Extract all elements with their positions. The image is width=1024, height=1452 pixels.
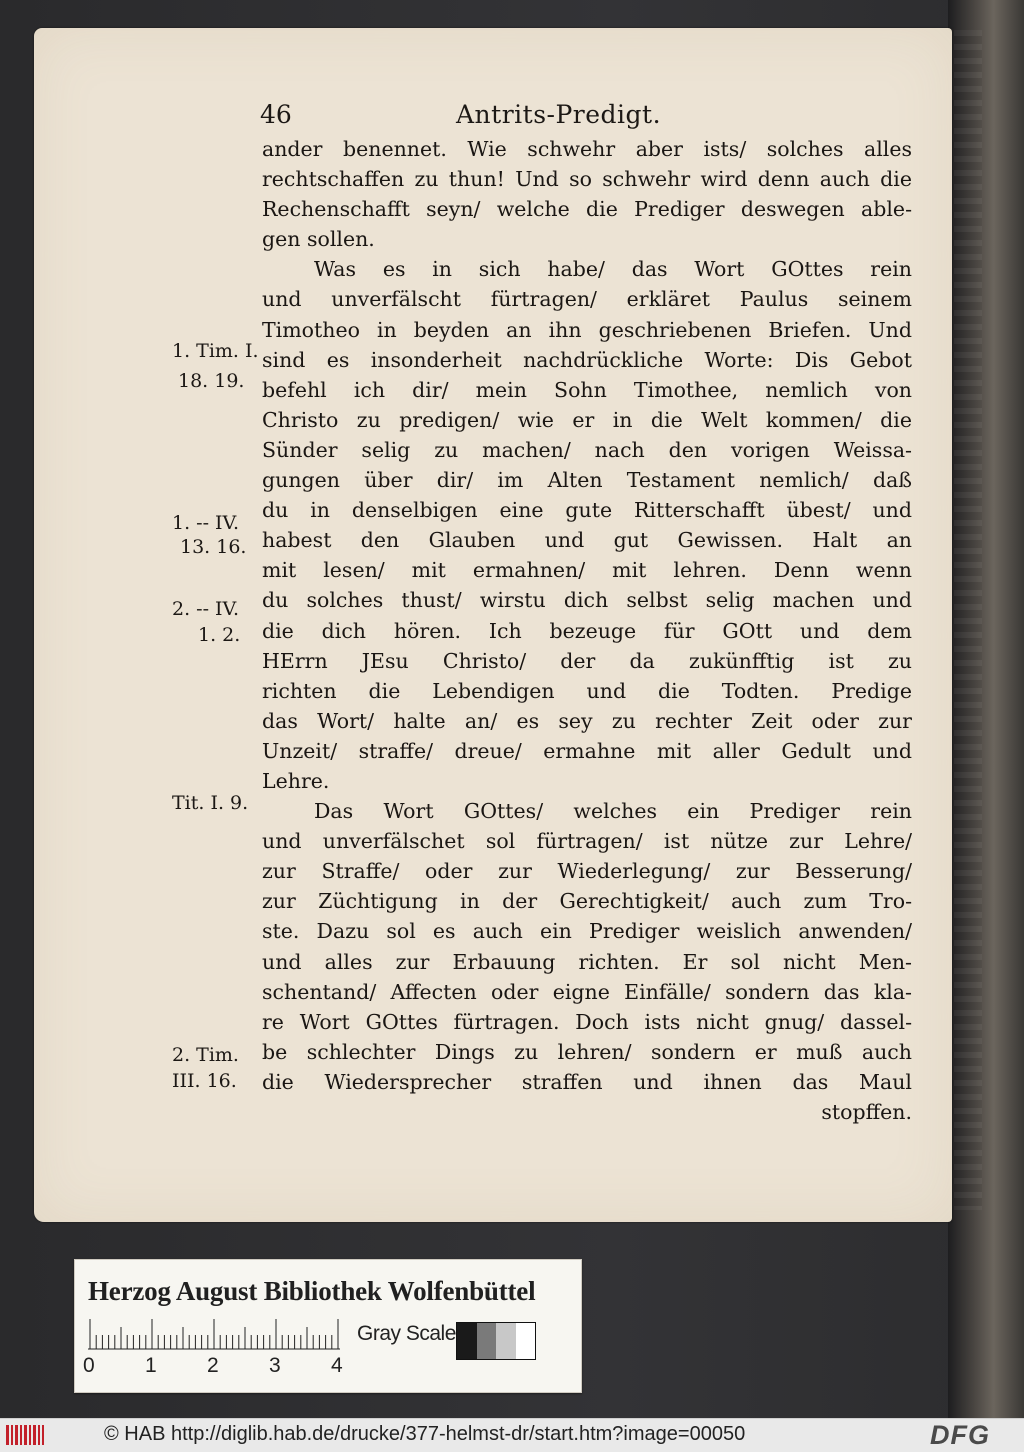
gray-step (477, 1323, 497, 1359)
text-line: Timotheo in beyden an ihn geschriebenen Briefen. Und (262, 317, 912, 342)
text-line: Sünder selig zu machen/ nach den vorigen Weissa- (262, 437, 912, 462)
ruler-label: 2 (207, 1354, 219, 1377)
margin-note: 1. 2. (198, 624, 241, 646)
source-url[interactable]: © HAB http://diglib.hab.de/drucke/377-helmst-dr/start.htm?image=00050 (104, 1423, 746, 1445)
text-line: Lehre. (262, 768, 330, 793)
ruler-label: 3 (269, 1354, 281, 1377)
grayscale-swatch (456, 1322, 536, 1360)
ruler-label: 4 (331, 1354, 343, 1377)
margin-note: Tit. I. 9. (172, 792, 249, 814)
text-line: HErrn JEsu Christo/ der da zukünfftig ist zu (262, 648, 912, 673)
text-line: die dich hören. Ich bezeuge für GOtt und dem (262, 618, 912, 643)
text-line: du solches thust/ wirstu dich selbst selig machen und (262, 588, 912, 613)
text-line: re Wort GOttes fürtragen. Doch ists nicht gnug/ dassel- (262, 1009, 912, 1034)
margin-note: III. 16. (172, 1070, 237, 1092)
text-line: Rechenschafft seyn/ welche die Prediger deswegen able- (262, 197, 912, 222)
margin-note: 13. 16. (180, 536, 247, 558)
text-line: befehl ich dir/ mein Sohn Timothee, nemlich von (262, 377, 912, 402)
running-title: Antrits-Predigt. (456, 100, 662, 129)
text-line: habest den Glauben und gut Gewissen. Halt an (262, 528, 912, 553)
ruler-label: 1 (145, 1354, 157, 1377)
text-line: rechtschaffen zu thun! Und so schwehr wird denn auch die (262, 167, 912, 192)
footer-bar (0, 1418, 1024, 1452)
barcode-icon (6, 1425, 44, 1445)
text-line: mit lesen/ mit ermahnen/ mit lehren. Denn wenn (262, 558, 912, 583)
text-line: richten die Lebendigen und die Todten. Predige (262, 678, 912, 703)
text-line: und unverfälscht fürtragen/ erkläret Paulus seinem (262, 287, 912, 312)
ruler-labels (83, 1354, 383, 1384)
dfg-logo: DFG (930, 1420, 990, 1450)
margin-note: 1. Tim. I. (172, 340, 259, 362)
margin-note: 2. -- IV. (172, 598, 239, 620)
text-line: die Wiedersprecher straffen und ihnen das Maul (262, 1069, 912, 1094)
text-line: gungen über dir/ im Alten Testament nemlich/ daß (262, 468, 912, 493)
gray-step (516, 1323, 536, 1359)
gray-step (457, 1323, 477, 1359)
text-line: Christo zu predigen/ wie er in die Welt kommen/ die (262, 407, 912, 432)
text-line: und unverfälschet sol fürtragen/ ist nütze zur Lehre/ (262, 829, 912, 854)
body-text (262, 134, 912, 1127)
text-line: Unzeit/ straffe/ dreue/ ermahne mit aller Gedult und (262, 738, 912, 763)
text-line: ander benennet. Wie schwehr aber ists/ solches alles (262, 137, 912, 161)
text-line: Was es in sich habe/ das Wort GOttes rein (314, 257, 912, 282)
text-line: ste. Dazu sol es auch ein Prediger weislich anwenden/ (262, 919, 912, 944)
text-line: zur Züchtigung in der Gerechtigkeit/ auch zum Tro- (262, 889, 912, 914)
text-line: sind es insonderheit nachdrückliche Worte: Dis Gebot (262, 347, 912, 372)
text-line: stopffen. (821, 1100, 912, 1124)
text-line: schentand/ Affecten oder eigne Einfälle/ sondern das kla- (262, 979, 912, 1004)
text-line: das Wort/ halte an/ es sey zu rechter Zeit oder zur (262, 708, 912, 733)
scale-ruler (88, 1316, 348, 1350)
text-line: be schlechter Dings zu lehren/ sondern er muß auch (262, 1039, 912, 1064)
margin-note: 18. 19. (178, 370, 245, 392)
book-spine (948, 0, 1024, 1418)
margin-note: 1. -- IV. (172, 512, 239, 534)
library-label-card (74, 1259, 582, 1393)
text-line: du in denselbigen eine gute Ritterschafft übest/ und (262, 498, 912, 523)
page-number: 46 (260, 100, 292, 129)
grayscale-label: Gray Scale (357, 1322, 456, 1345)
ruler-label: 0 (83, 1354, 95, 1377)
margin-note: 2. Tim. (172, 1044, 239, 1066)
text-line: gen sollen. (262, 227, 375, 252)
text-line: zur Straffe/ oder zur Wiederlegung/ zur Besserung/ (262, 859, 912, 884)
text-line: und alles zur Erbauung richten. Er sol nicht Men- (262, 949, 912, 974)
library-name: Herzog August Bibliothek Wolfenbüttel (88, 1276, 536, 1306)
gray-step (496, 1323, 516, 1359)
text-line: Das Wort GOttes/ welches ein Prediger rein (314, 799, 912, 824)
page-header (260, 100, 720, 132)
